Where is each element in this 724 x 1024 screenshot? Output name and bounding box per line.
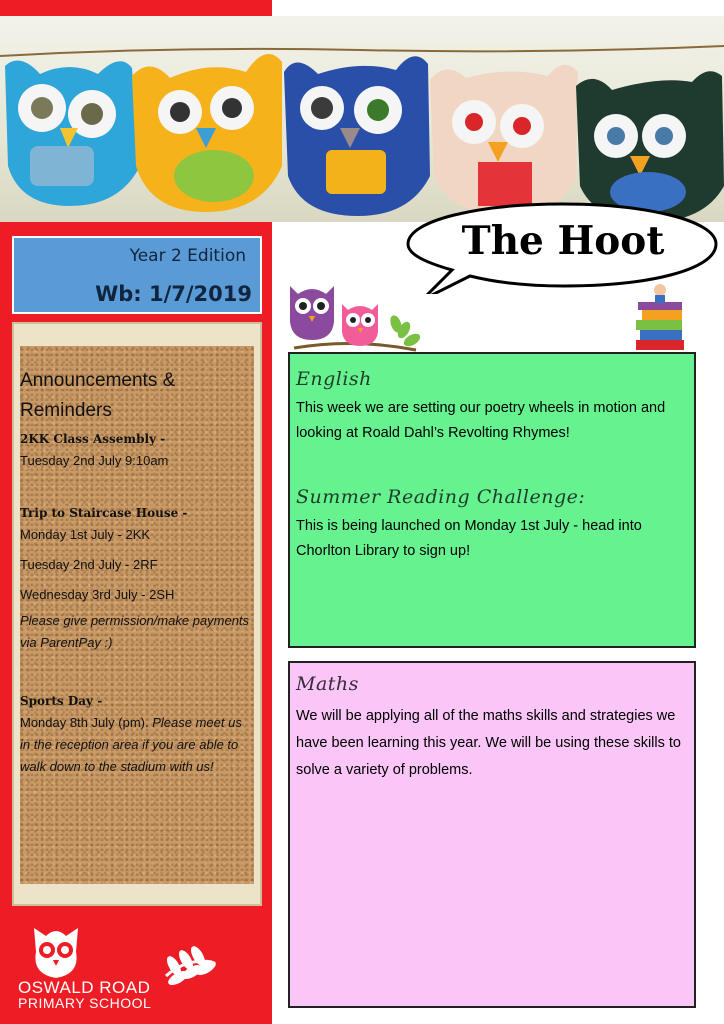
trip-note: Please give permission/make payments via ParentPay :) (20, 613, 250, 650)
maths-title: Maths (296, 673, 359, 695)
maths-body: We will be applying all of the maths skills and strategies we have been learning this year. We will be using these skills to solve a variety of problems. (296, 708, 682, 778)
trip-title: Trip to Staircase House - (20, 506, 188, 520)
assembly-title: 2KK Class Assembly - (20, 432, 166, 446)
books-stack-illustration (630, 282, 690, 354)
english-section (288, 352, 696, 648)
school-name-line1: OSWALD ROAD (18, 978, 151, 997)
trip-line: Monday 1st July - 2KK (20, 527, 151, 542)
reading-challenge-body: This is being launched on Monday 1st July - head into Chorlton Library to sign up! (296, 518, 642, 559)
sports-day-details (20, 712, 250, 778)
sports-day-title: Sports Day - (20, 694, 103, 708)
sports-day-date: Monday 8th July (pm). (20, 715, 149, 730)
edition-box (12, 236, 262, 314)
announcements-heading: Announcements & Reminders (20, 370, 176, 421)
english-body: This week we are setting our poetry wheels in motion and looking at Roald Dahl’s Revolting Rhymes! (296, 400, 666, 441)
owl-bunting-illustration (0, 16, 724, 222)
week-beginning-label: Wb: 1/7/2019 (95, 282, 252, 306)
school-name-line2: PRIMARY SCHOOL (18, 995, 152, 1011)
trip-line: Wednesday 3rd July - 2SH (20, 587, 175, 602)
assembly-date: Tuesday 2nd July 9:10am (20, 453, 169, 468)
reading-challenge-title: Summer Reading Challenge: (296, 486, 586, 508)
english-title: English (296, 368, 372, 390)
trip-line: Tuesday 2nd July - 2RF (20, 557, 158, 572)
maths-section (288, 661, 696, 1008)
edition-label: Year 2 Edition (129, 246, 246, 266)
owls-on-branch-illustration (284, 278, 424, 358)
owl-banner-image (0, 16, 724, 222)
sports-day-note: Please meet us in the reception area if you are able to walk down to the stadium with us! (20, 715, 242, 774)
newsletter-title: The Hoot (461, 218, 665, 264)
announcements-section (20, 366, 250, 778)
top-red-strip (0, 0, 272, 16)
